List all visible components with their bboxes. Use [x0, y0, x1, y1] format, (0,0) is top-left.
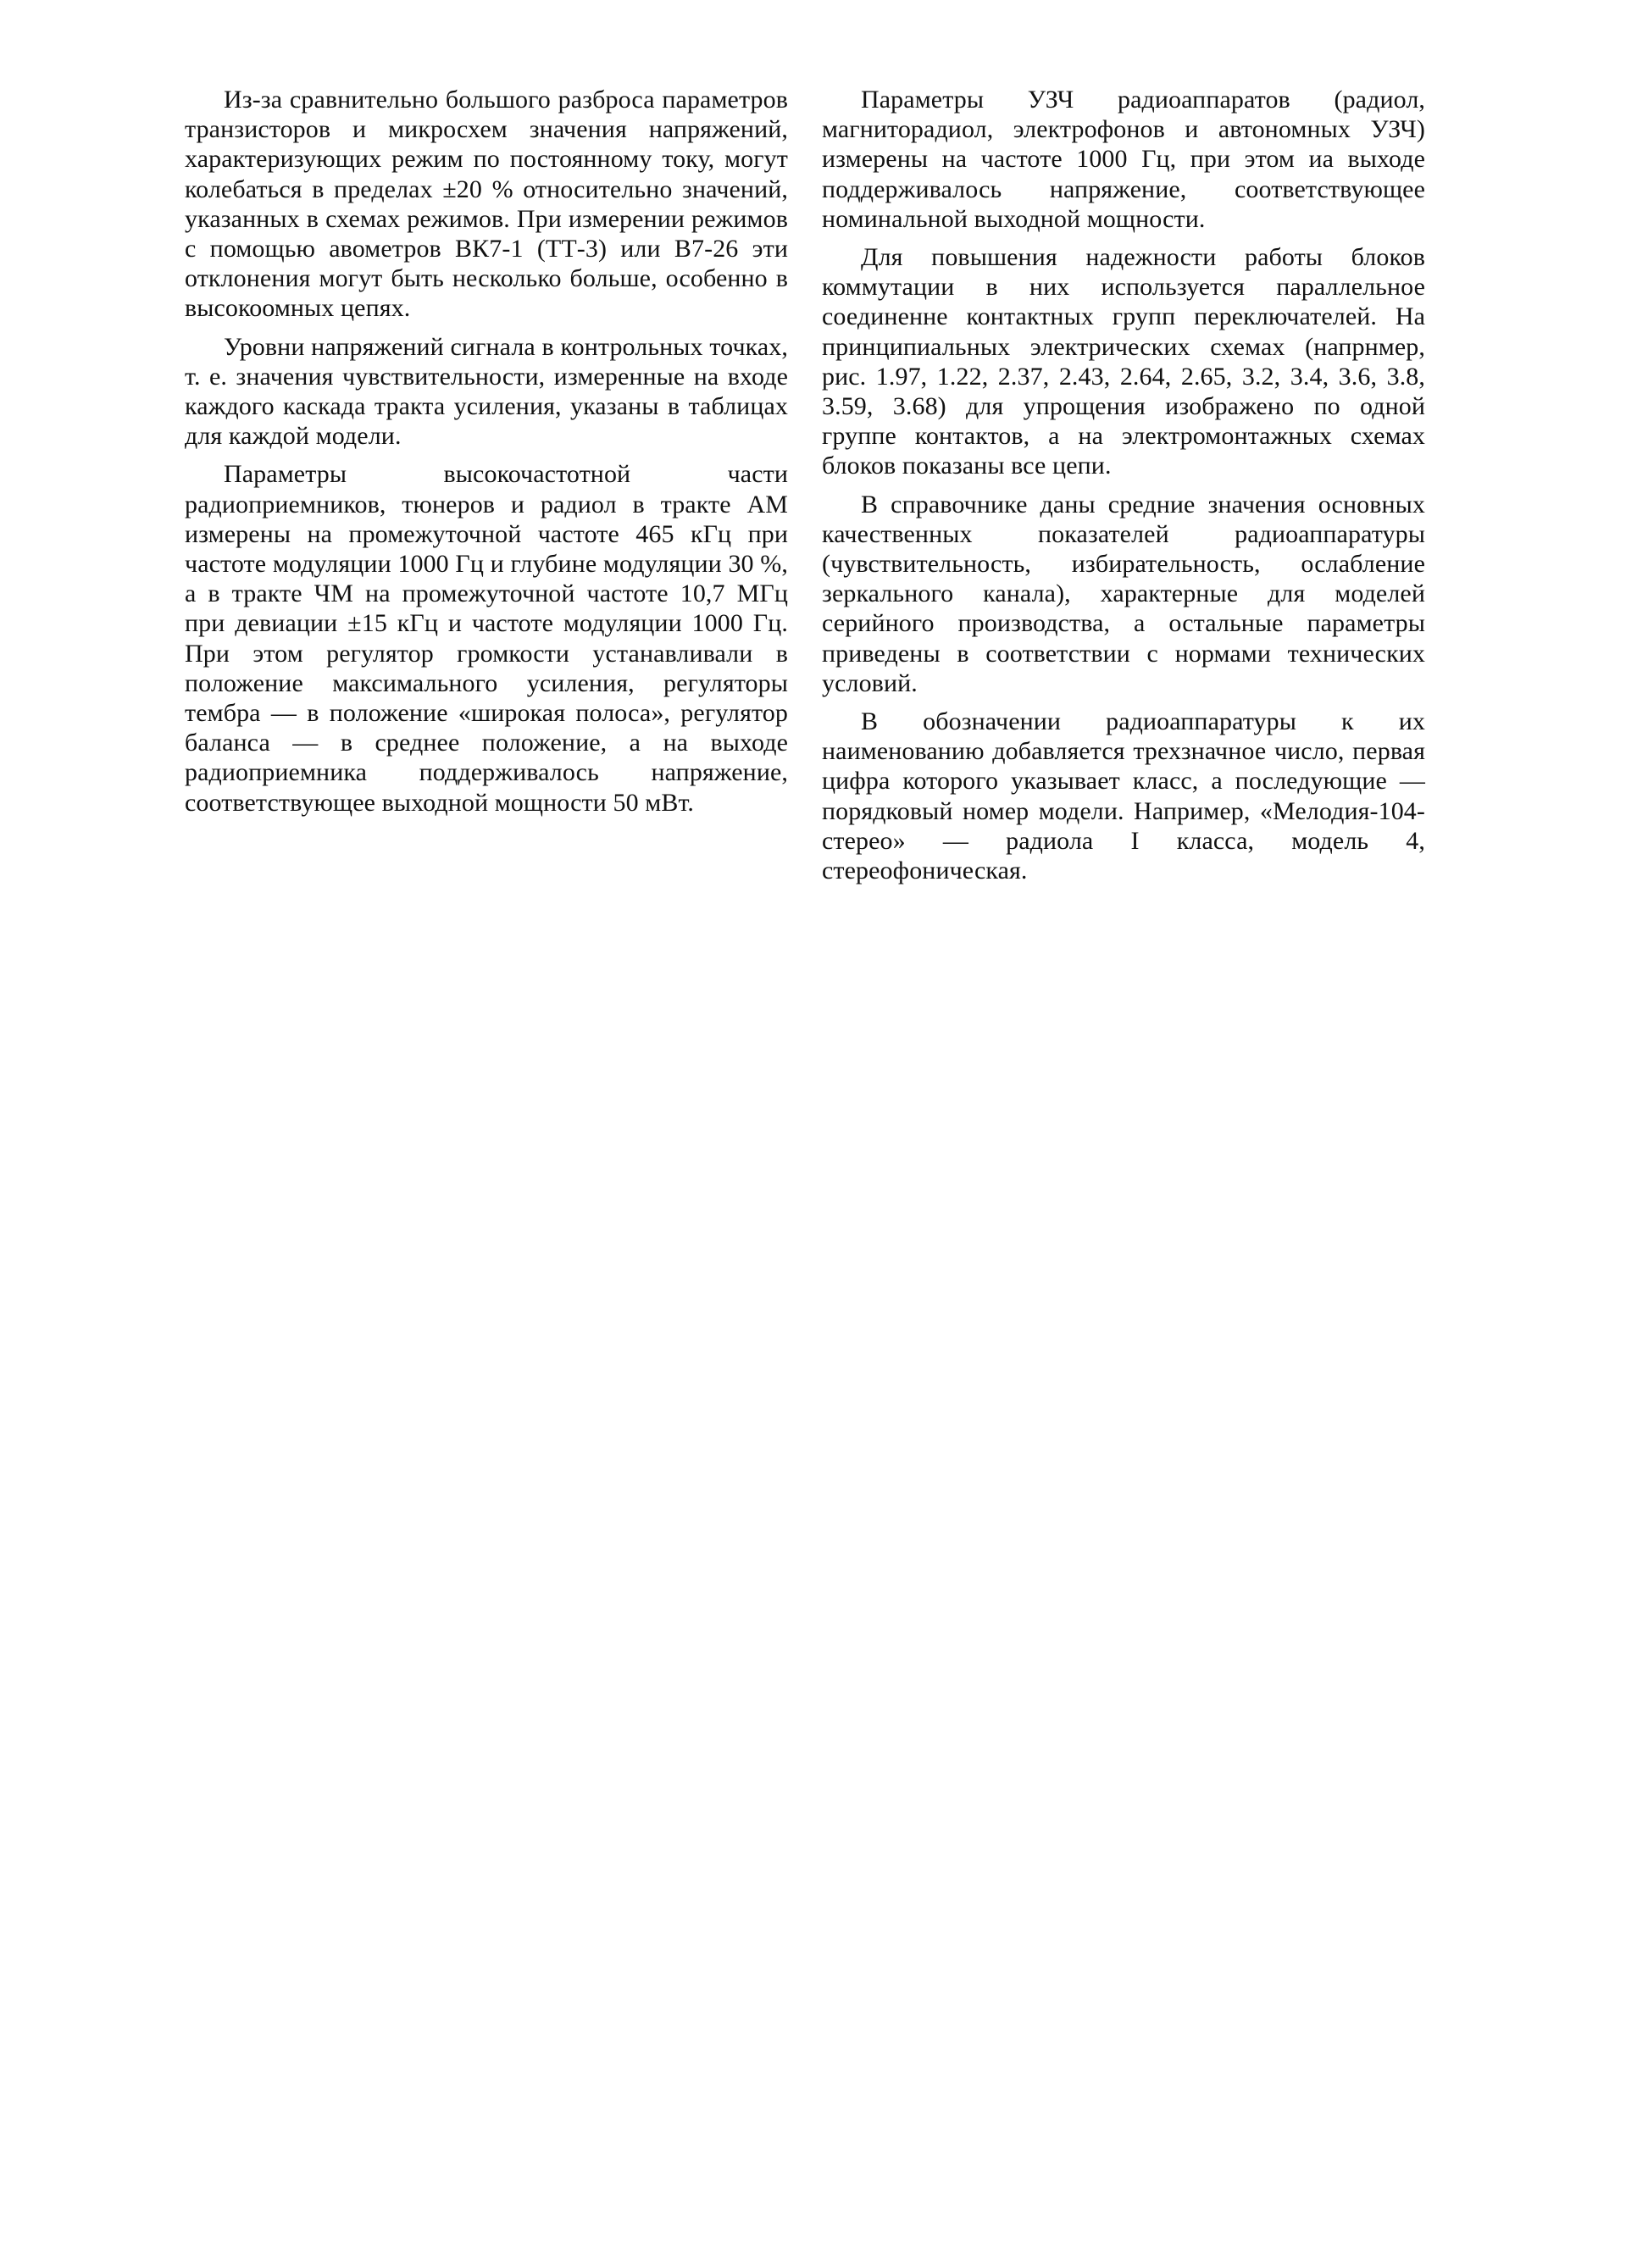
- paragraph-tolerance: Из-за сравнительно большого разброса параметров транзисторов и микросхем значения напряжений, характеризующих режим по постоянному току, могут колебаться в пределах ±20 % относительно значений, указанных в схемах режимов. При измерении режимов с помощью авометров ВК7-1 (ТТ-3) или В7-26 эти отклонения могут быть несколько больше, особенно в высокоомных цепях.: [185, 86, 788, 323]
- paragraph-signal-levels: Уровни напряжений сигнала в контрольных точках, т. е. значения чувствительности, измеренные на входе каждого каскада тракта усиления, указаны в таблицах для каждой модели.: [185, 332, 788, 451]
- paragraph-rf-parameters: Параметры высокочастотной части радиоприемников, тюнеров и радиол в тракте АМ измерены на промежуточной частоте 465 кГц при частоте модуляции 1000 Гц и глубине модуляции 30 %, а в тракте ЧМ на промежуточной частоте 10,7 МГц при девиации ±15 кГц и частоте модуляции 1000 Гц. При этом регулятор громкости устанавливали в положение максимального усиления, регуляторы тембра — в положение «широкая полоса», регулятор баланса — в среднее положение, а на выходе радиоприемника поддерживалось напряжение, соответствующее выходной мощности 50 мВт.: [185, 460, 788, 817]
- paragraph-reference-values: В справочнике даны средние значения основных качественных показателей радиоаппаратуры (чувствительность, избирательность, ослабление зеркального канала), характерные для моделей серийного производства, а остальные параметры приведены в соответствии с нормами технических условий.: [822, 490, 1425, 697]
- right-column: [822, 85, 1425, 894]
- paragraph-switching-blocks: Для повышения надежности работы блоков коммутации в них используется параллельное соединенне контактных групп переключателей. На принципиальных электрических схемах (напрнмер, рис. 1.97, 1.22, 2.37, 2.43, 2.64, 2.65, 3.2, 3.4, 3.6, 3.8, 3.59, 3.68) для упрощения изображено по одной группе контактов, а на электромонтажных схемах блоков показаны все цепи.: [822, 243, 1425, 480]
- left-column: [185, 85, 788, 826]
- paragraph-afa-parameters: Параметры УЗЧ радиоаппаратов (радиол, магниторадиол, электрофонов и автономных УЗЧ) измерены на частоте 1000 Гц, при этом иа выходе поддерживалось напряжение, соответствующее номинальной выходной мощности.: [822, 86, 1425, 233]
- paragraph-model-designation: В обозначении радиоаппаратуры к их наименованию добавляется трехзначное число, первая цифра которого указывает класс, а последующие — порядковый номер модели. Например, «Мелодия-104-стерео» — радиола I класса, модель 4, стереофоническая.: [822, 707, 1425, 885]
